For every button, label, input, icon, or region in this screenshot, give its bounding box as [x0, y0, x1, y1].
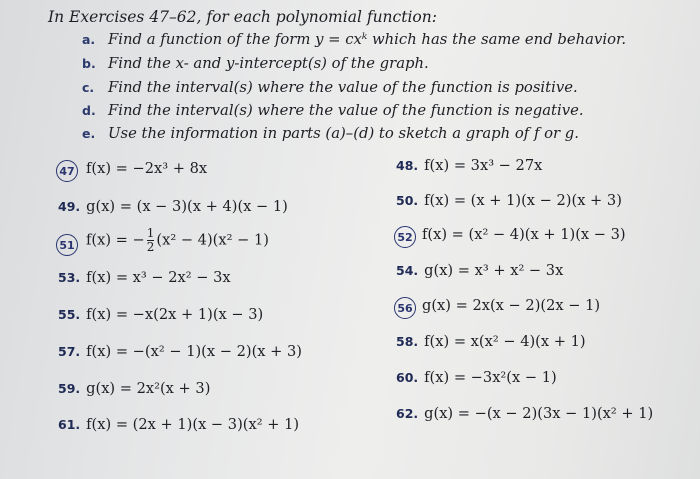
- fraction-numerator: 1: [146, 226, 155, 240]
- exercise-expression: f(x) = (x + 1)(x − 2)(x + 3): [424, 192, 622, 209]
- part-letter: d.: [82, 103, 96, 118]
- exercise-57: [58, 343, 302, 360]
- exercise-expression-prefix: f(x) = −: [86, 231, 145, 249]
- exercise-47: [86, 160, 207, 177]
- exercise-expression: f(x) = 3x³ − 27x: [424, 157, 543, 174]
- exercise-52: [422, 226, 626, 243]
- part-b: [82, 55, 429, 72]
- part-text: Find the interval(s) where the value of the function is negative.: [108, 102, 584, 119]
- exercise-number: 57.: [58, 344, 81, 359]
- part-text: Find the x- and y-intercept(s) of the graph.: [108, 55, 429, 72]
- exercise-expression: g(x) = (x − 3)(x + 4)(x − 1): [86, 198, 288, 215]
- circled-number-52: 52: [394, 226, 416, 248]
- exercise-number: 50.: [396, 193, 419, 208]
- part-letter: c.: [82, 80, 95, 95]
- exercise-expression: f(x) = (2x + 1)(x − 3)(x² + 1): [86, 416, 300, 433]
- exercise-number: 60.: [396, 370, 419, 385]
- exercise-number: 53.: [58, 270, 81, 285]
- exercise-50: [396, 192, 622, 209]
- exercise-expression-suffix: (x² − 4)(x² − 1): [156, 231, 269, 249]
- exercise-54: [396, 262, 563, 279]
- exercise-49: [58, 198, 288, 215]
- part-a: [82, 31, 626, 48]
- part-e: [82, 125, 579, 142]
- fraction-one-half: [147, 227, 155, 254]
- exercise-number: 59.: [58, 381, 81, 396]
- part-text: Find the interval(s) where the value of the function is positive.: [108, 79, 578, 96]
- fraction-denominator: 2: [146, 240, 155, 254]
- exercise-51: [86, 227, 269, 254]
- exercise-number: 54.: [396, 263, 419, 278]
- exercise-expression: f(x) = (x² − 4)(x + 1)(x − 3): [422, 226, 626, 243]
- exercise-62: [396, 405, 653, 422]
- exercise-55: [58, 306, 263, 323]
- exercise-61: [58, 416, 299, 433]
- exercise-expression: g(x) = 2x²(x + 3): [86, 380, 211, 397]
- exercise-expression: g(x) = −(x − 2)(3x − 1)(x² + 1): [424, 405, 654, 422]
- circled-number-47: 47: [56, 160, 78, 182]
- exercise-58: [396, 333, 586, 350]
- exercise-expression: f(x) = x³ − 2x² − 3x: [86, 269, 231, 286]
- exercise-number: 61.: [58, 417, 81, 432]
- exercise-expression: f(x) = −3x²(x − 1): [424, 369, 557, 386]
- exercise-59: [58, 380, 210, 397]
- part-text: Find a function of the form y = cxᵏ which has the same end behavior.: [108, 31, 627, 48]
- exercise-number: 49.: [58, 199, 81, 214]
- exercise-56: [422, 297, 600, 314]
- exercise-48: [396, 157, 542, 174]
- exercise-number: 55.: [58, 307, 81, 322]
- circled-number-51: 51: [56, 234, 78, 256]
- part-text: Use the information in parts (a)–(d) to sketch a graph of f or g.: [108, 125, 579, 142]
- part-letter: a.: [82, 32, 96, 47]
- exercise-expression: f(x) = −x(2x + 1)(x − 3): [86, 306, 264, 323]
- part-d: [82, 102, 584, 119]
- part-letter: b.: [82, 56, 96, 71]
- part-c: [82, 79, 578, 96]
- exercise-expression: f(x) = −(x² − 1)(x − 2)(x + 3): [86, 343, 302, 360]
- exercise-number: 62.: [396, 406, 419, 421]
- exercise-expression: g(x) = 2x(x − 2)(2x − 1): [422, 297, 601, 314]
- exercise-60: [396, 369, 557, 386]
- exercise-expression: f(x) = −2x³ + 8x: [86, 160, 208, 177]
- exercise-53: [58, 269, 231, 286]
- instructions-heading: In Exercises 47–62, for each polynomial function:: [48, 8, 437, 26]
- exercise-expression: f(x) = x(x² − 4)(x + 1): [424, 333, 586, 350]
- part-letter: e.: [82, 126, 96, 141]
- exercise-number: 58.: [396, 334, 419, 349]
- circled-number-56: 56: [394, 297, 416, 319]
- exercise-number: 48.: [396, 158, 419, 173]
- exercise-expression: g(x) = x³ + x² − 3x: [424, 262, 564, 279]
